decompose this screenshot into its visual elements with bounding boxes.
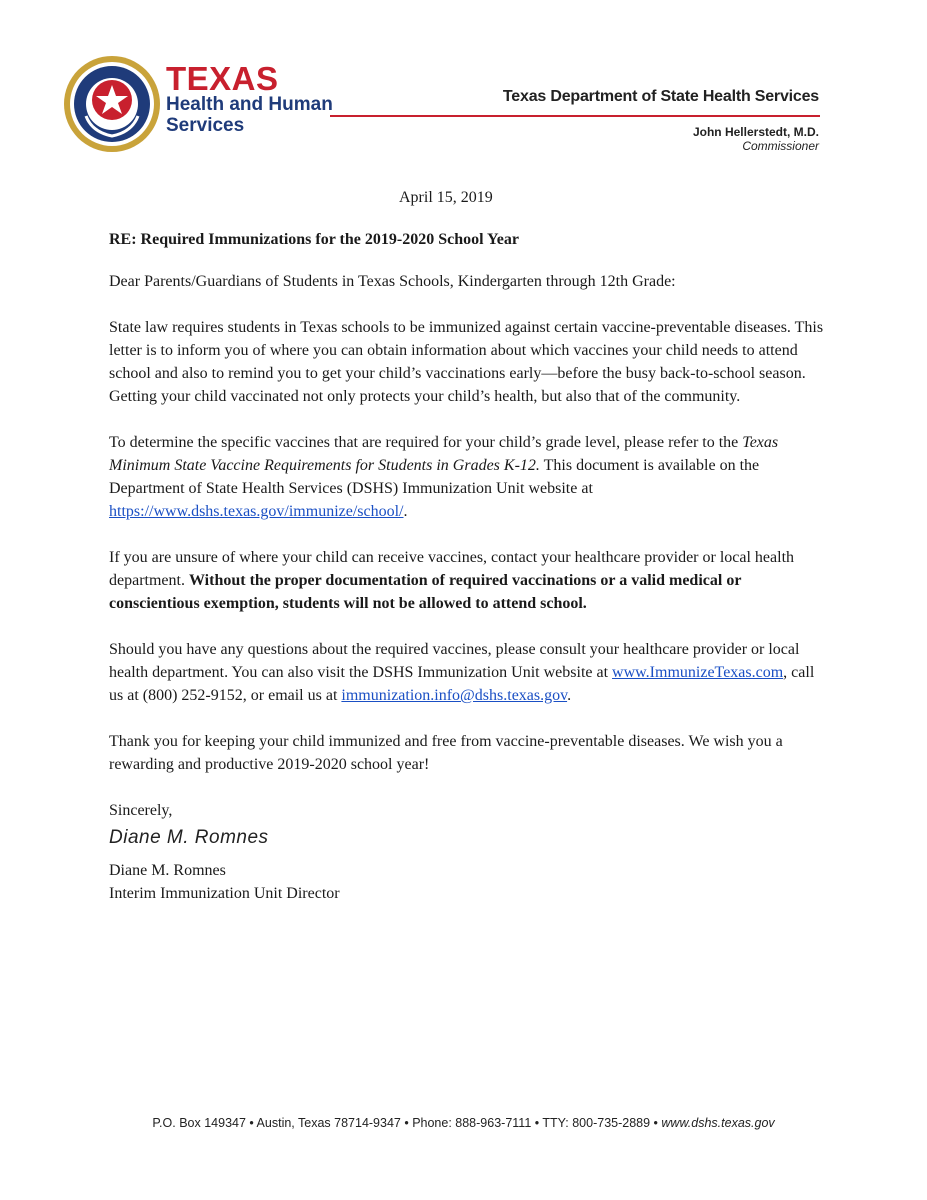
p2-end: . (403, 503, 408, 520)
closing: Sincerely, (109, 802, 173, 819)
logo-line-services: Services (166, 115, 245, 136)
school-requirements-link[interactable]: https://www.dshs.texas.gov/immunize/school/ (109, 503, 404, 520)
agency-name: Texas Department of State Health Services (502, 88, 819, 105)
paragraph-1: State law requires students in Texas schools to be immunized against certain vaccine-preventable diseases. This letter is to inform you of where you can obtain information about which vaccines your child needs to attend school and also to remind you to get your child’s vaccinations early—before the busy back-to-school season. Getting your child vaccinated not only protects your child’s health, but also that of the community. (109, 319, 824, 405)
logo-line-health: Health and Human (166, 94, 333, 115)
signature: Diane M. Romnes (109, 827, 269, 848)
p4-end: . (567, 687, 572, 704)
header-divider (330, 115, 820, 117)
footer-website: www.dshs.texas.gov (661, 1116, 775, 1130)
footer-contact (0, 1116, 927, 1130)
letter-subject: RE: Required Immunizations for the 2019-2020 School Year (109, 231, 519, 248)
paragraph-3 (109, 546, 824, 615)
footer-address: P.O. Box 149347 • Austin, Texas 78714-9347 • Phone: 888-963-7111 • TTY: 800-735-2889 • (152, 1116, 662, 1130)
signer-name: Diane M. Romnes (109, 862, 226, 879)
paragraph-4 (109, 638, 824, 707)
immunizetexas-link[interactable]: www.ImmunizeTexas.com (612, 664, 784, 681)
letter-body (109, 186, 824, 905)
commissioner-block (693, 125, 819, 153)
paragraph-2 (109, 431, 824, 523)
p3-text: If you are unsure of where your child can receive vaccines, contact your healthcare provider or local health department. (109, 549, 795, 589)
hhs-seal-logo (62, 54, 162, 154)
p4-text-a: Should you have any questions about the required vaccines, please consult your healthcare provider or local health department. You can also visit the DSHS Immunization Unit website at (109, 641, 800, 681)
paragraph-5: Thank you for keeping your child immunized and free from vaccine-preventable diseases. We wish you a rewarding and productive 2019-2020 school year! (109, 733, 783, 773)
p3-warning: Without the proper documentation of required vaccinations or a valid medical or conscientious exemption, students will not be allowed to attend school. (109, 572, 742, 612)
p2-text-a: To determine the specific vaccines that are required for your child’s grade level, please refer to the (109, 434, 743, 451)
email-link[interactable]: immunization.info@dshs.texas.gov (341, 687, 568, 704)
salutation: Dear Parents/Guardians of Students in Texas Schools, Kindergarten through 12th Grade: (109, 273, 676, 290)
commissioner-title: Commissioner (742, 139, 819, 153)
logo-line-texas: TEXAS (166, 60, 279, 97)
hhs-logo-wordmark (166, 60, 333, 136)
commissioner-name: John Hellerstedt, M.D. (692, 125, 819, 139)
signer-title: Interim Immunization Unit Director (109, 885, 340, 902)
letter-date: April 15, 2019 (399, 189, 493, 206)
p4-text-b: , call us at (800) 252-9152, or email us at (109, 664, 815, 704)
document-title: Texas Minimum State Vaccine Requirements for Students in Grades K-12. (109, 434, 779, 474)
p2-text-b: This document is available on the Department of State Health Services (DSHS) Immunization Unit website at (109, 457, 760, 497)
